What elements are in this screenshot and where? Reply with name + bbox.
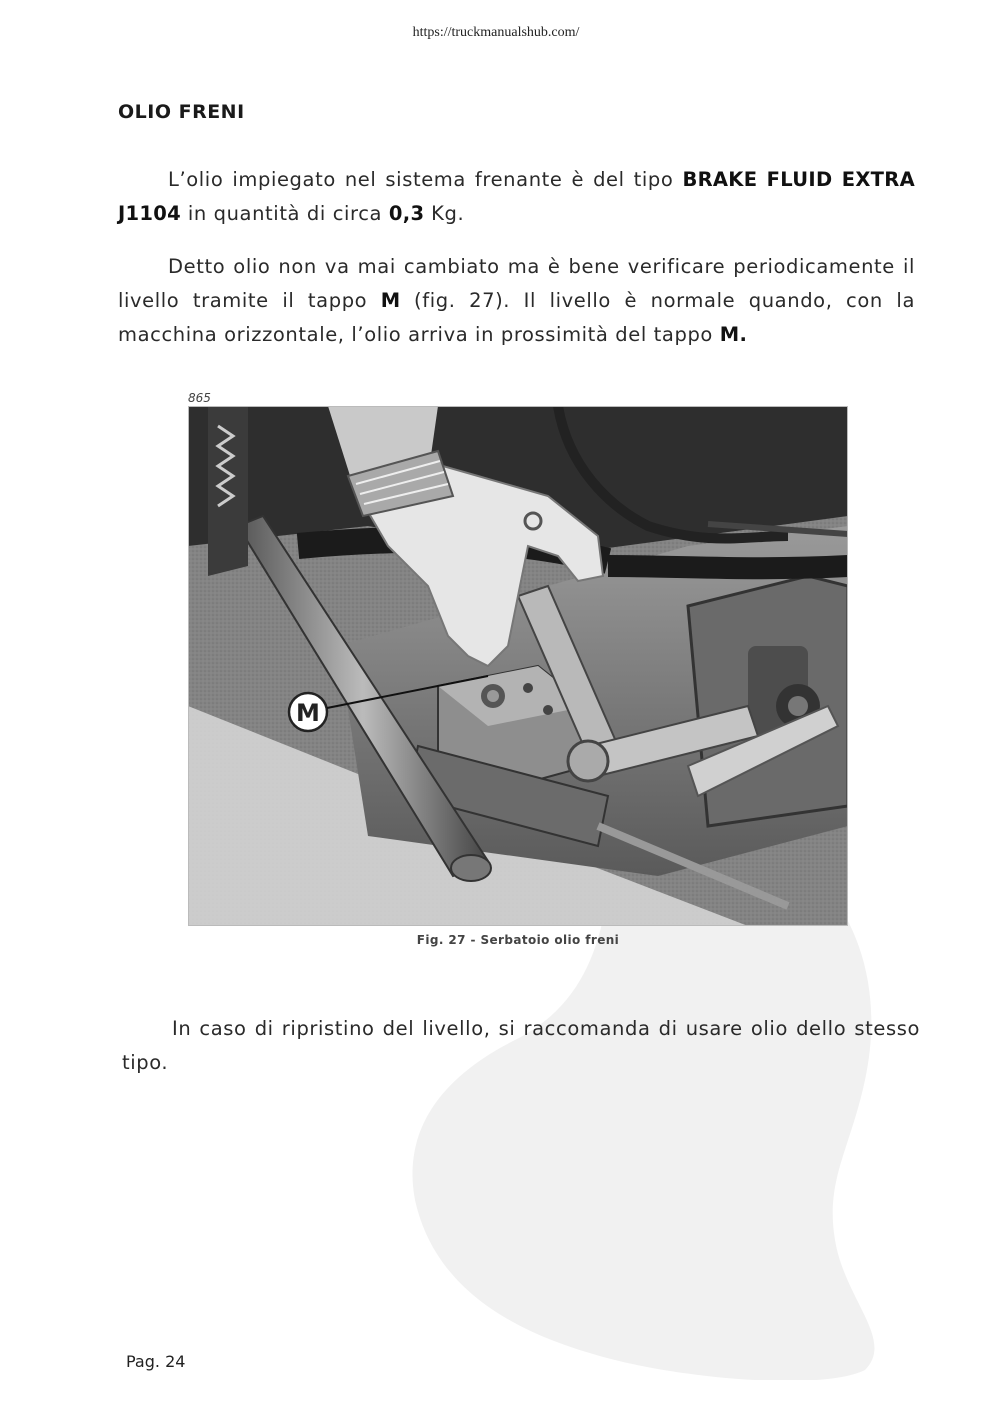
section-heading: OLIO FRENI [118,101,245,123]
paragraph-brake-fluid-type: L’olio impiegato nel sistema frenante è del tipo BRAKE FLUID EXTRA J1104 in quantità di circa 0,3 Kg. [118,168,915,225]
paragraph-refill: In caso di ripristino del livello, si raccomanda di usare olio dello stesso tipo. [122,1017,920,1074]
callout-label-m: M [296,699,320,727]
source-url: https://truckmanualshub.com/ [412,25,580,40]
figure-number: 865 [188,391,211,405]
paragraph-level-check: Detto olio non va mai cambiato ma è bene verificare periodicamente il livello tramite il tappo M (fig. 27). Il livello è normale quando, con la macchina orizzontale, l’olio arriva in prossimità del tappo M. [118,255,915,346]
figure-caption: Fig. 27 - Serbatoio olio freni [416,933,620,947]
page-number: Pag. 24 [126,1352,186,1371]
figure-photo [188,406,848,926]
